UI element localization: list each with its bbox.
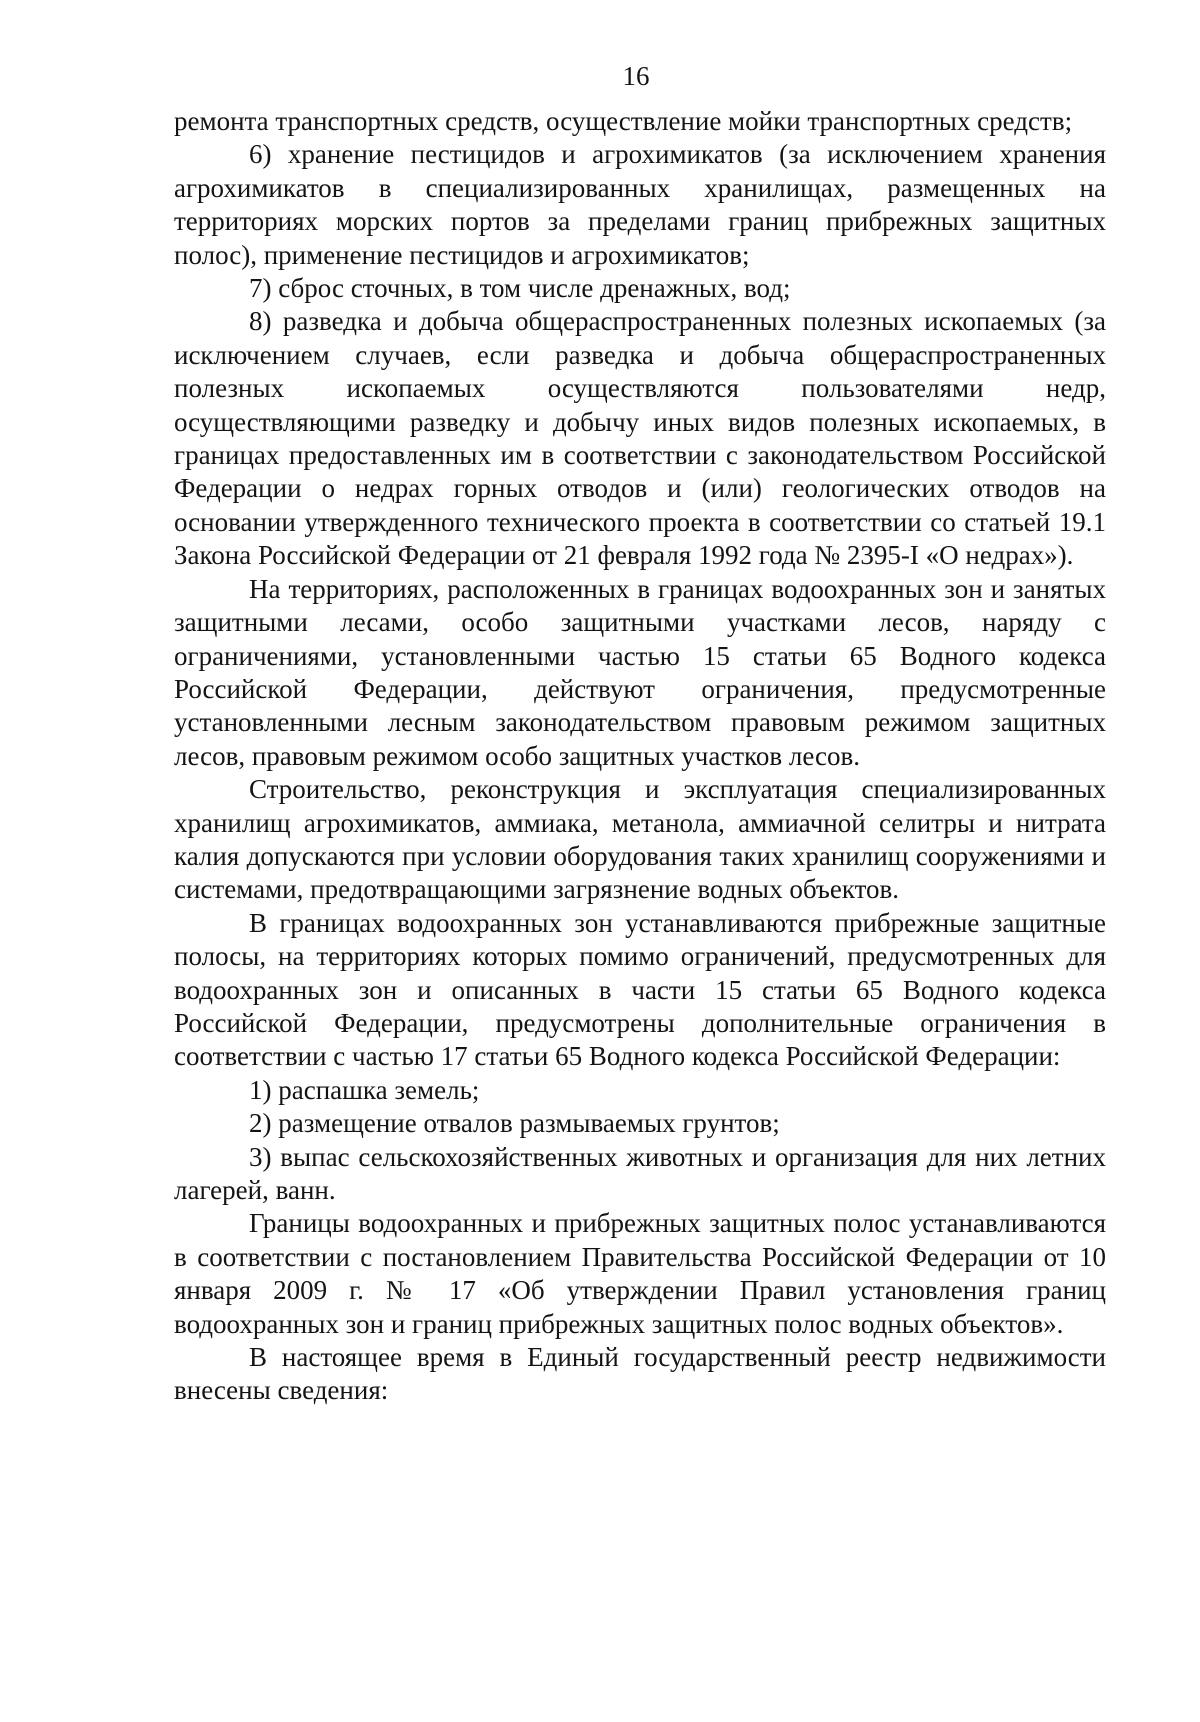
paragraph-boundaries: Границы водоохранных и прибрежных защитных полос устанавливаются в соответствии с постановлением Правительства Российской Федерации от 10 января 2009 г. № 17 «Об утверждении Правил установления границ водоохранных зон и границ прибрежных защитных полос водных объектов». — [174, 1208, 1106, 1339]
paragraph-continuation: ремонта транспортных средств, осуществление мойки транспортных средств; — [174, 106, 1073, 136]
document-body — [174, 105, 1106, 1408]
coastal-list-item-3: 3) выпас сельскохозяйственных животных и организация для них летних лагерей, ванн. — [174, 1141, 1106, 1205]
page-number: 16 — [622, 61, 650, 91]
paragraph-storage-facilities: Строительство, реконструкция и эксплуатация специализированных хранилищ агрохимикатов, аммиака, метанола, аммиачной селитры и нитрата калия допускаются при условии оборудования таких хранилищ сооружениями и системами, предотвращающими загрязнение водных объектов. — [174, 774, 1106, 905]
paragraph-registry: В настоящее время в Единый государственный реестр недвижимости внесены сведения: — [174, 1342, 1106, 1406]
list-item-8: 8) разведка и добыча общераспространенных полезных ископаемых (за исключением случаев, если разведка и добыча общераспространенных полезных ископаемых осуществляются пользователями недр, осуществляющими разведку и добычу иных видов полезных ископаемых, в границах предоставленных им в соответствии с законодательством Российской Федерации о недрах горных отводов и (или) геологических отводов на основании утвержденного технического проекта в соответствии со статьей 19.1 Закона Российской Федерации от 21 февраля 1992 года № 2395-I «О недрах»). — [174, 306, 1106, 571]
list-item-6: 6) хранение пестицидов и агрохимикатов (за исключением хранения агрохимикатов в специализированных хранилищах, размещенных на территориях морских портов за пределами границ прибрежных защитных полос), применение пестицидов и агрохимикатов; — [174, 139, 1106, 270]
paragraph-protective-forests: На территориях, расположенных в границах водоохранных зон и занятых защитными лесами, особо защитными участками лесов, наряду с ограничениями, установленными частью 15 статьи 65 Водного кодекса Российской Федерации, действуют ограничения, предусмотренные установленными лесным законодательством правовым режимом защитных лесов, правовым режимом особо защитных участков лесов. — [174, 573, 1106, 771]
list-item-7: 7) сброс сточных, в том числе дренажных, вод; — [249, 273, 791, 304]
coastal-list-item-2: 2) размещение отвалов размываемых грунтов; — [249, 1108, 780, 1139]
coastal-list-item-1: 1) распашка земель; — [249, 1074, 480, 1105]
paragraph-coastal-strips: В границах водоохранных зон устанавливаются прибрежные защитные полосы, на территориях которых помимо ограничений, предусмотренных для водоохранных зон и описанных в части 15 статьи 65 Водного кодекса Российской Федерации, предусмотрены дополнительные ограничения в соответствии с частью 17 статьи 65 Водного кодекса Российской Федерации: — [174, 907, 1106, 1072]
